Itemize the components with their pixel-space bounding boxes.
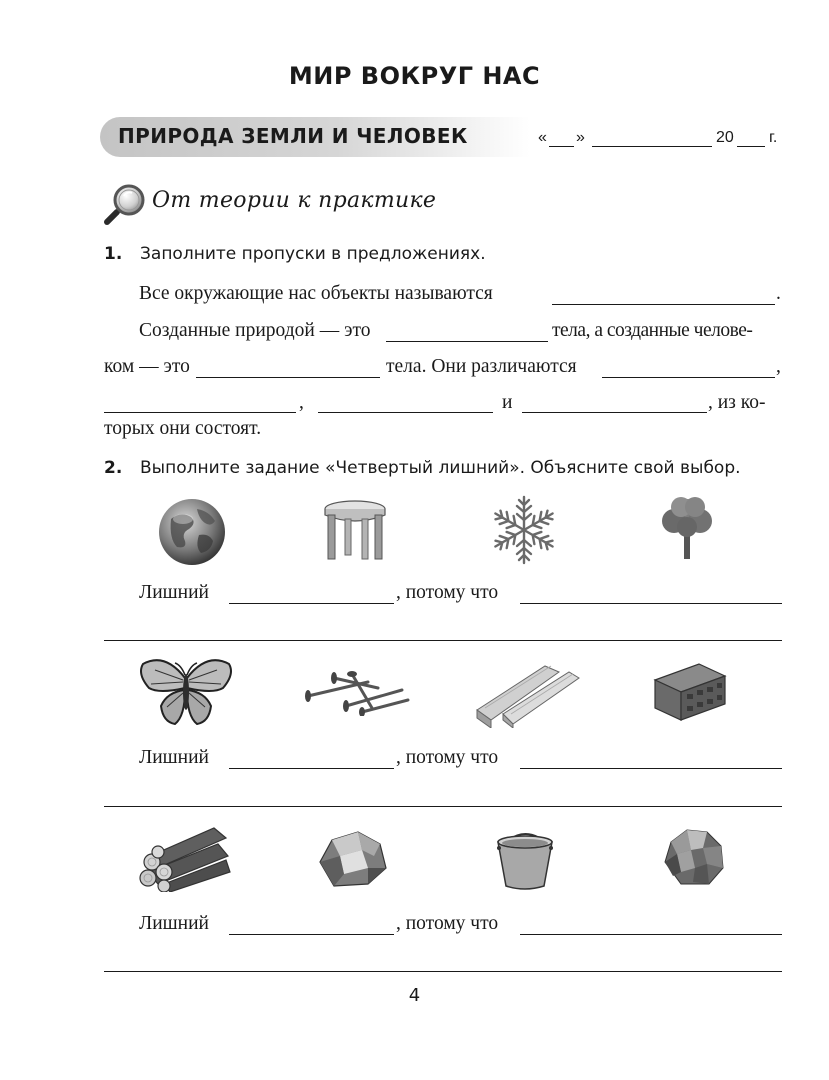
snowflake-icon bbox=[487, 493, 561, 567]
section-title: ПРИРОДА ЗЕМЛИ И ЧЕЛОВЕК bbox=[118, 124, 468, 148]
tree-icon bbox=[657, 493, 717, 561]
date-quote-open: « bbox=[538, 129, 547, 146]
task1-blank-1[interactable] bbox=[552, 304, 775, 305]
task2-instruction: Выполните задание «Четвертый лишний». Объясните свой выбор. bbox=[140, 458, 741, 478]
task2-number: 2. bbox=[104, 458, 123, 478]
task1-blank-5[interactable] bbox=[104, 412, 296, 413]
row1-because: , потому что bbox=[396, 582, 499, 603]
task1-blank-7[interactable] bbox=[522, 412, 707, 413]
row3-answer-word: Лишний bbox=[139, 913, 209, 934]
row3-because: , потому что bbox=[396, 913, 499, 934]
row3-reason-line-2[interactable] bbox=[104, 971, 782, 972]
task1-line3-end: , bbox=[776, 356, 781, 377]
butterfly-icon bbox=[138, 658, 234, 728]
globe-icon bbox=[157, 497, 227, 567]
date-month-line[interactable] bbox=[592, 146, 712, 147]
stone-icon bbox=[314, 826, 390, 890]
task1-line3-b: тела. Они различаются bbox=[386, 356, 577, 377]
task1-blank-3[interactable] bbox=[196, 377, 380, 378]
bucket-icon bbox=[490, 822, 560, 892]
theory-title: От теории к практике bbox=[152, 188, 437, 213]
task1-line4-end: , из ко- bbox=[708, 392, 766, 413]
row2-reason-blank[interactable] bbox=[520, 768, 782, 769]
row1-reason-line-2[interactable] bbox=[104, 640, 782, 641]
clay-icon bbox=[657, 822, 729, 890]
date-year-line[interactable] bbox=[737, 146, 765, 147]
row2-because: , потому что bbox=[396, 747, 499, 768]
task1-line3-a: ком — это bbox=[104, 356, 190, 377]
date-quote-close: » bbox=[576, 129, 585, 146]
wooden-beams-icon bbox=[473, 658, 583, 728]
task1-line4-and: и bbox=[502, 392, 513, 413]
row1-reason-blank[interactable] bbox=[520, 603, 782, 604]
task1-line5: торых они состоят. bbox=[104, 418, 262, 439]
row3-reason-blank[interactable] bbox=[520, 934, 782, 935]
task1-line2-b: тела, а созданные челове- bbox=[552, 320, 753, 341]
stool-icon bbox=[320, 497, 390, 567]
date-day-line[interactable] bbox=[549, 146, 574, 147]
task1-line2-a: Созданные природой — это bbox=[139, 320, 371, 341]
task1-line4-comma: , bbox=[299, 392, 304, 413]
task1-instruction: Заполните пропуски в предложениях. bbox=[140, 244, 486, 264]
magnifier-icon bbox=[103, 182, 149, 226]
task1-blank-6[interactable] bbox=[318, 412, 493, 413]
row1-answer-blank[interactable] bbox=[229, 603, 394, 604]
date-year-prefix: 20 bbox=[716, 129, 734, 146]
date-year-suffix: г. bbox=[769, 129, 778, 146]
brick-icon bbox=[649, 658, 729, 724]
task1-blank-2[interactable] bbox=[386, 341, 548, 342]
nails-icon bbox=[298, 668, 414, 716]
logs-icon bbox=[134, 822, 234, 892]
task1-number: 1. bbox=[104, 244, 123, 264]
row3-answer-blank[interactable] bbox=[229, 934, 394, 935]
page-title: МИР ВОКРУГ НАС bbox=[288, 62, 541, 90]
row1-answer-word: Лишний bbox=[139, 582, 209, 603]
page-number: 4 bbox=[408, 985, 421, 1006]
task1-blank-4[interactable] bbox=[602, 377, 775, 378]
task1-line1-text: Все окружающие нас объекты называются bbox=[139, 283, 493, 304]
row2-answer-blank[interactable] bbox=[229, 768, 394, 769]
row2-reason-line-2[interactable] bbox=[104, 806, 782, 807]
row2-answer-word: Лишний bbox=[139, 747, 209, 768]
task1-line1-end: . bbox=[776, 283, 781, 304]
